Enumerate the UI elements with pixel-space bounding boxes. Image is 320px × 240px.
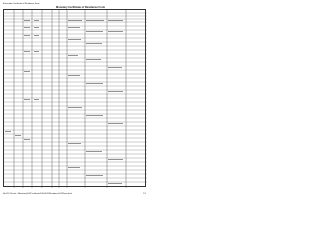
header-left-text: Eurocodes Certificate of Residence Form (3, 2, 40, 5)
footer-url: file:///C:/Users/.../Monetary%20Certificate%20of%20Residence%20Form.html (3, 193, 72, 195)
document-title: Monetary Certificate of Residence Form (56, 6, 106, 9)
form-table-lines (4, 10, 147, 188)
footer-page-number: 1/1 (143, 193, 146, 195)
page-footer (0, 192, 149, 196)
form-table (3, 9, 146, 187)
